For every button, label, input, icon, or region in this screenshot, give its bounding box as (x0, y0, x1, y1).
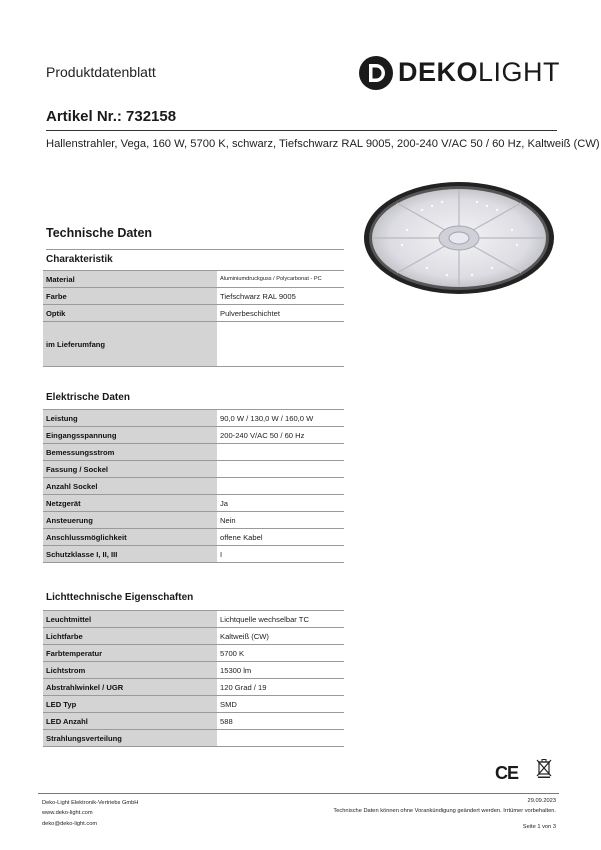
document-title: Produktdatenblatt (46, 64, 156, 80)
row-label: Optik (43, 305, 217, 322)
row-value: SMD (217, 696, 344, 713)
footer-divider (38, 793, 559, 794)
product-description: Hallenstrahler, Vega, 160 W, 5700 K, schwarz, Tiefschwarz RAL 9005, 200-240 V/AC 50 / 60 Hz, Kaltweiß (CW) (46, 138, 600, 150)
row-label: Anzahl Sockel (43, 478, 217, 495)
lighting-table (43, 610, 344, 747)
table-row (43, 662, 344, 679)
row-label: Leistung (43, 410, 217, 427)
table-row (43, 713, 344, 730)
row-value (217, 461, 344, 478)
table-row (43, 546, 344, 563)
row-value (217, 322, 344, 367)
row-label: Abstrahlwinkel / UGR (43, 679, 217, 696)
table-row (43, 645, 344, 662)
row-label: Netzgerät (43, 495, 217, 512)
row-value: offene Kabel (217, 529, 344, 546)
footer-contact (42, 798, 138, 829)
table-row (43, 628, 344, 645)
row-value: Ja (217, 495, 344, 512)
table-row (43, 478, 344, 495)
row-label: Bemessungsstrom (43, 444, 217, 461)
table-row (43, 444, 344, 461)
row-label: Lichtfarbe (43, 628, 217, 645)
row-value: Pulverbeschichtet (217, 305, 344, 322)
technical-divider (46, 249, 344, 250)
row-value: Lichtquelle wechselbar TC (217, 611, 344, 628)
row-value: 200-240 V/AC 50 / 60 Hz (217, 427, 344, 444)
row-label: Leuchtmittel (43, 611, 217, 628)
row-value (217, 444, 344, 461)
table-row (43, 410, 344, 427)
row-value (217, 478, 344, 495)
row-label: Material (43, 271, 217, 288)
row-label: Strahlungsverteilung (43, 730, 217, 747)
logo-text-bold: DEKO (398, 57, 479, 87)
row-label: LED Anzahl (43, 713, 217, 730)
row-label: Farbtemperatur (43, 645, 217, 662)
dekolight-logo (358, 53, 561, 93)
row-label: Lichtstrom (43, 662, 217, 679)
footer-email-link[interactable]: deko@deko-light.com (42, 820, 98, 827)
table-row (43, 322, 344, 367)
technical-data-heading: Technische Daten (46, 226, 153, 240)
row-value: Nein (217, 512, 344, 529)
table-row (43, 305, 344, 322)
row-label: Eingangsspannung (43, 427, 217, 444)
row-value: 5700 K (217, 645, 344, 662)
weee-bin-icon (536, 758, 552, 778)
page-number: Seite 1 von 3 (522, 824, 556, 830)
row-value: I (217, 546, 344, 563)
table-row (43, 288, 344, 305)
table-row (43, 679, 344, 696)
table-row (43, 427, 344, 444)
row-label: LED Typ (43, 696, 217, 713)
row-value: Aluminiumdruckguss / Polycarbonat - PC (217, 271, 344, 288)
section-title-characteristics: Charakteristik (46, 254, 113, 265)
row-label: Ansteuerung (43, 512, 217, 529)
section-title-electrical: Elektrische Daten (46, 392, 130, 403)
logo-text-light: LIGHT (478, 57, 561, 87)
section-title-lighting: Lichttechnische Eigenschaften (46, 592, 194, 603)
ce-mark-icon: CE (495, 763, 519, 783)
row-label: im Lieferumfang (43, 322, 217, 367)
row-value: 120 Grad / 19 (217, 679, 344, 696)
table-row (43, 529, 344, 546)
table-row (43, 495, 344, 512)
characteristics-table (43, 270, 344, 367)
row-value: 90,0 W / 130,0 W / 160,0 W (217, 410, 344, 427)
dekolight-logo-icon (358, 55, 394, 91)
footer-date: 29.09.2023 (527, 798, 556, 804)
row-label: Anschlussmöglichkeit (43, 529, 217, 546)
row-value: Tiefschwarz RAL 9005 (217, 288, 344, 305)
electrical-table (43, 409, 344, 563)
row-value (217, 730, 344, 747)
table-row (43, 461, 344, 478)
table-row (43, 512, 344, 529)
footer-disclaimer: Technische Daten können ohne Vorankündigung geändert werden. Irrtümer vorbehalten. (333, 808, 556, 814)
article-number: Artikel Nr.: 732158 (46, 108, 177, 125)
row-value: 15300 lm (217, 662, 344, 679)
footer-company: Deko-Light Elektronik-Vertriebs GmbH (42, 800, 139, 806)
footer-website-link[interactable]: www.deko-light.com (42, 810, 93, 817)
table-row (43, 271, 344, 288)
row-label: Farbe (43, 288, 217, 305)
row-label: Schutzklasse I, II, III (43, 546, 217, 563)
table-row (43, 611, 344, 628)
header-divider (46, 130, 557, 131)
row-value: Kaltweiß (CW) (217, 628, 344, 645)
product-lamp-image (362, 180, 556, 296)
row-label: Fassung / Sockel (43, 461, 217, 478)
table-row (43, 730, 344, 747)
table-row (43, 696, 344, 713)
row-value: 588 (217, 713, 344, 730)
